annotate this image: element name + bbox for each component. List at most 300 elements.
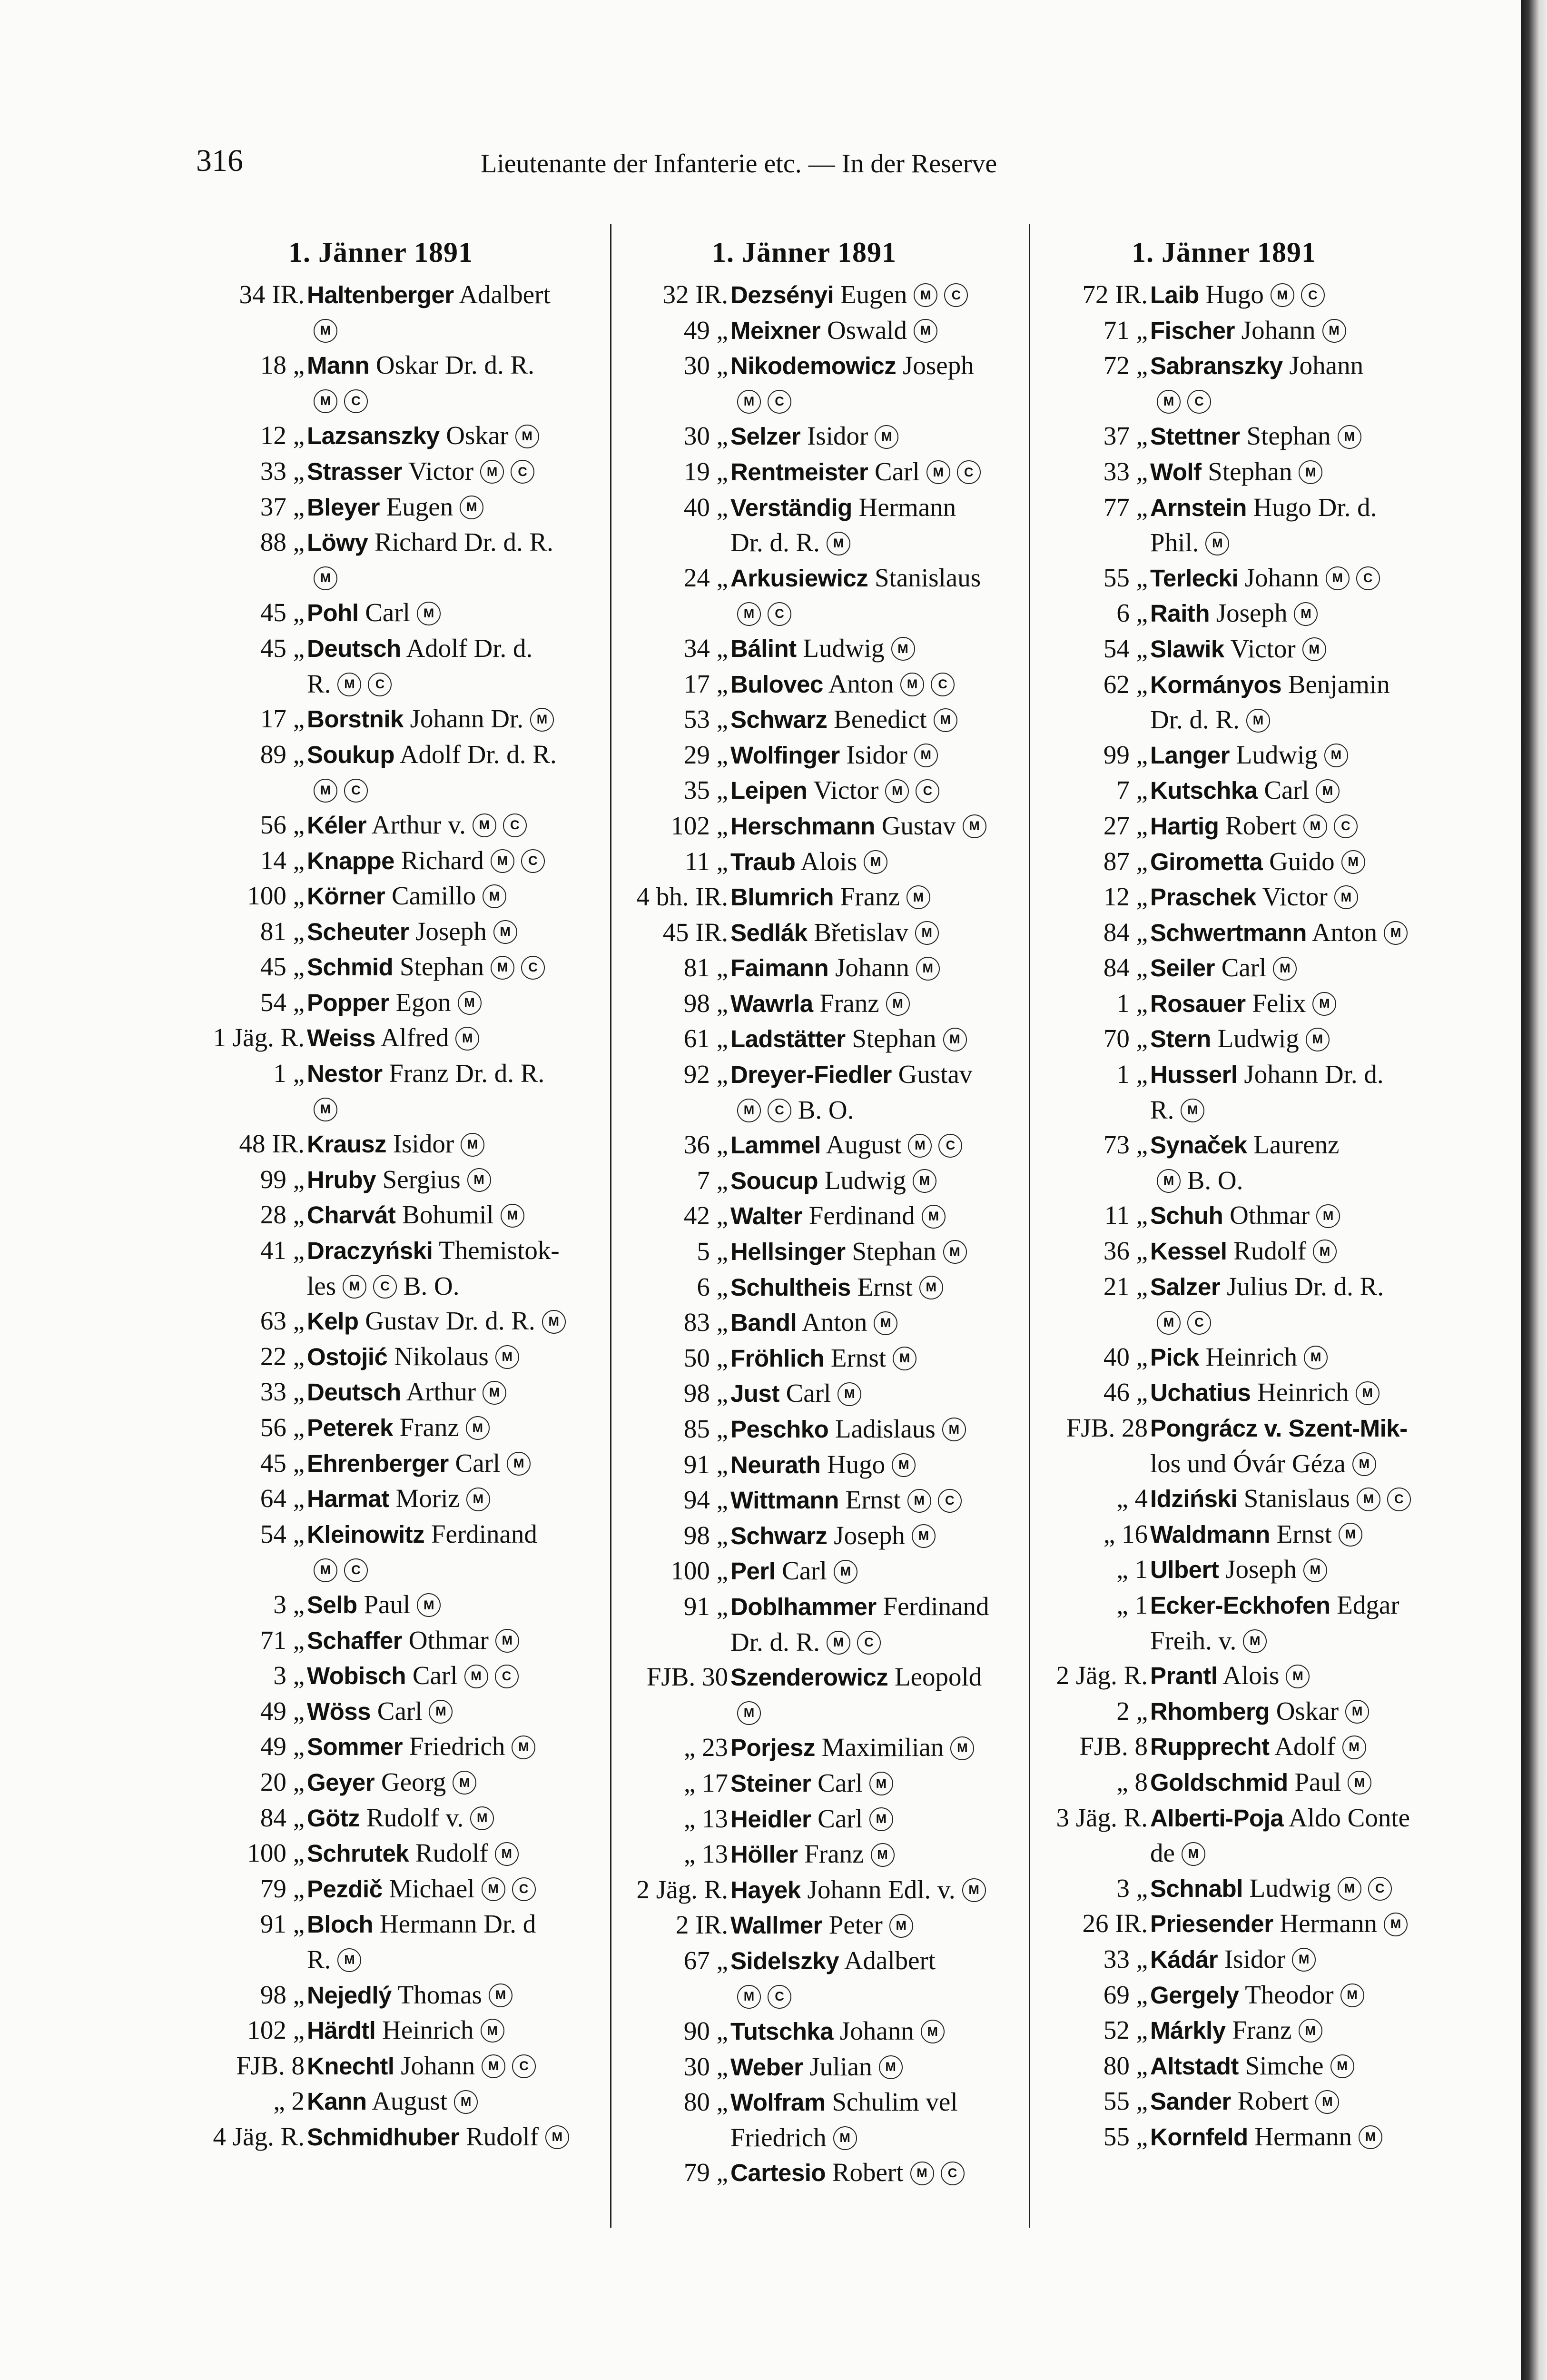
unit-number: 56 „	[260, 1413, 305, 1442]
surname: Just	[730, 1380, 779, 1408]
given-name: Julius Dr. d. R.	[1227, 1271, 1384, 1301]
name-continuation: R.	[307, 1944, 331, 1974]
roster-entry	[1034, 773, 1414, 808]
circled-m-mark: M	[473, 813, 496, 837]
circled-m-mark: M	[737, 1099, 761, 1122]
continuation-line	[482, 1980, 512, 2009]
unit-number: 81 „	[683, 953, 728, 982]
continuation-line	[885, 1450, 916, 1479]
surname: Pezdič	[307, 1875, 383, 1903]
given-name: Stephan	[1246, 421, 1331, 451]
circled-m-mark: M	[1157, 1169, 1181, 1193]
unit-number: 7 „	[1116, 775, 1148, 805]
unit-number: 70 „	[1103, 1024, 1148, 1053]
circled-c-mark: C	[511, 460, 534, 484]
circled-m-mark: M	[737, 390, 761, 414]
roster-entry	[190, 2119, 571, 2155]
given-name: Alois	[800, 846, 857, 876]
surname: Ladstätter	[730, 1025, 846, 1053]
unit-number: 102 „	[247, 2015, 305, 2045]
given-name: Johann	[835, 953, 909, 982]
continuation-line	[494, 1200, 524, 1229]
name-continuation: de	[1150, 1838, 1175, 1868]
continuation-line	[901, 1485, 962, 1514]
surname: Salzer	[1150, 1273, 1221, 1300]
surname: Bleyer	[307, 493, 380, 521]
continuation-line	[907, 280, 968, 309]
given-name: Heinrich	[1205, 1342, 1298, 1371]
roster-entry	[1034, 1729, 1414, 1765]
circled-c-mark: C	[957, 460, 981, 484]
surname: Harmat	[307, 1485, 389, 1513]
roster-entry	[190, 1906, 571, 1977]
name-continuation: les	[307, 1271, 336, 1300]
unit-number: FJB. 8	[1079, 1732, 1148, 1761]
circled-m-mark: M	[545, 2125, 569, 2149]
given-name: Eugen	[840, 280, 907, 309]
unit-number: 30 „	[683, 421, 728, 451]
continuation-line	[535, 1306, 566, 1335]
continuation-line	[1279, 1661, 1310, 1690]
unit-number: 55 „	[1103, 563, 1148, 592]
roster-entry	[1034, 1587, 1414, 1658]
surname: Höller	[730, 1841, 798, 1868]
continuation-line	[1350, 1484, 1411, 1513]
surname: Knappe	[307, 847, 395, 874]
continuation-line	[920, 457, 981, 486]
continuation-line	[909, 953, 940, 982]
given-name: Leopold	[895, 1662, 982, 1692]
continuation-line	[878, 775, 939, 804]
roster-entry	[1034, 808, 1414, 844]
roster-entry	[1034, 1127, 1414, 1198]
continuation-line	[475, 2051, 536, 2080]
roster-entry	[1034, 454, 1414, 490]
circled-c-mark: C	[373, 1275, 397, 1299]
circled-m-mark: M	[1330, 2054, 1354, 2078]
unit-number: 33 „	[260, 456, 305, 486]
given-name: Isidor	[393, 1129, 454, 1159]
roster-entry	[614, 1447, 995, 1483]
surname: Traub	[730, 848, 796, 875]
name-continuation: Friedrich	[730, 2122, 827, 2152]
unit-number: „ 16	[1103, 1519, 1148, 1548]
continuation-line	[475, 1874, 536, 1903]
circled-m-mark: M	[926, 460, 950, 484]
surname: Härdtl	[307, 2017, 376, 2044]
column-heading: 1. Jänner 1891	[712, 237, 897, 268]
surname: Kutschka	[1150, 777, 1258, 804]
continuation-line	[1150, 1835, 1414, 1871]
surname: Slawik	[1150, 635, 1224, 663]
continuation-line	[461, 1165, 491, 1194]
roster-entry	[190, 454, 571, 489]
roster-entry	[1034, 1942, 1414, 1977]
roster-entry	[614, 986, 995, 1021]
continuation-line	[307, 383, 571, 418]
roster-entry	[190, 2083, 571, 2119]
given-name: Rudolf	[1233, 1236, 1306, 1266]
given-name: Ludwig	[803, 633, 885, 663]
roster-entry	[190, 1339, 571, 1375]
given-name: Anton	[801, 1308, 867, 1337]
surname: Ehrenberger	[307, 1449, 449, 1477]
unit-number: 62 „	[1103, 669, 1148, 699]
roster-entry	[190, 1446, 571, 1481]
unit-number: 61 „	[683, 1024, 728, 1053]
surname: Peschko	[730, 1416, 829, 1443]
circled-m-mark: M	[515, 425, 539, 448]
unit-number: 14 „	[260, 845, 305, 875]
circled-m-mark: M	[314, 1558, 337, 1582]
roster-entry	[190, 525, 571, 595]
unit-number: FJB. 30	[646, 1662, 728, 1692]
circled-m-mark: M	[869, 1772, 893, 1795]
name-continuation: Dr. d. R.	[730, 1627, 820, 1656]
surname: Ulbert	[1150, 1556, 1219, 1584]
continuation-line	[1319, 563, 1380, 592]
given-name: Hugo	[1205, 280, 1264, 309]
unit-number: 84 „	[260, 1803, 305, 1832]
unit-number: 54 „	[260, 987, 305, 1017]
surname: Pick	[1150, 1343, 1199, 1371]
given-name: Břetislav	[814, 917, 908, 947]
continuation-line	[1341, 1767, 1371, 1796]
circled-m-mark: M	[1243, 1629, 1267, 1653]
continuation-line	[451, 988, 482, 1017]
surname: Langer	[1150, 741, 1230, 769]
circled-m-mark: M	[864, 850, 887, 874]
given-name: Felix	[1252, 988, 1306, 1018]
continuation-line	[1299, 1024, 1330, 1053]
unit-number: 37 „	[260, 492, 305, 521]
surname: Lazsanszky	[307, 422, 440, 450]
roster-entry	[614, 1057, 995, 1127]
column-divider	[1029, 224, 1030, 2228]
continuation-line	[1306, 1236, 1337, 1265]
roster-entry	[1034, 313, 1414, 348]
continuation-line	[904, 2158, 965, 2187]
circled-m-mark: M	[737, 1701, 761, 1725]
unit-number: „ 13	[683, 1839, 728, 1869]
unit-number: 54 „	[260, 1519, 305, 1548]
given-name: Carl	[377, 1696, 423, 1726]
given-name: Thomas	[397, 1980, 482, 2009]
continuation-line	[1328, 882, 1358, 911]
roster-entry	[614, 1127, 995, 1163]
roster-entry	[190, 914, 571, 950]
unit-number: 42 „	[683, 1201, 728, 1230]
annotation: B. O.	[798, 1095, 854, 1124]
continuation-line	[447, 2086, 478, 2115]
circled-m-mark: M	[343, 1275, 366, 1299]
unit-number: 54 „	[1103, 634, 1148, 663]
unit-number: 35 „	[683, 775, 728, 805]
unit-number: 63 „	[260, 1306, 305, 1336]
circled-m-mark: M	[417, 602, 441, 625]
unit-number: 94 „	[683, 1485, 728, 1515]
surname: Hellsinger	[730, 1238, 846, 1266]
surname: Meixner	[730, 317, 821, 344]
surname: Ecker-Eckhofen	[1150, 1591, 1330, 1619]
circled-m-mark: M	[1359, 2125, 1382, 2149]
circled-m-mark: M	[1182, 1842, 1205, 1866]
given-name: Gustav Dr. d. R.	[365, 1306, 535, 1336]
annotation: B. O.	[1187, 1165, 1243, 1195]
surname: Walter	[730, 1202, 802, 1230]
surname: Hartig	[1150, 812, 1219, 840]
continuation-line	[307, 1552, 571, 1587]
surname: Lammel	[730, 1131, 821, 1159]
roster-entry	[1034, 1233, 1414, 1269]
roster-entry	[614, 560, 995, 631]
surname: Dreyer-Fiedler	[730, 1061, 892, 1089]
roster-entry	[190, 737, 571, 807]
continuation-line	[901, 1130, 962, 1159]
unit-number: 100 „	[247, 881, 305, 911]
roster-entry	[1034, 1552, 1414, 1587]
surname: Raith	[1150, 600, 1210, 627]
roster-entry	[614, 1305, 995, 1340]
unit-number: 19 „	[683, 456, 728, 486]
roster-entry	[190, 1374, 571, 1410]
roster-entry	[614, 1411, 995, 1447]
circled-m-mark: M	[417, 1593, 441, 1617]
unit-number: 33 „	[1103, 456, 1148, 486]
roster-entry	[614, 418, 995, 454]
roster-entry	[190, 1410, 571, 1446]
continuation-line	[1150, 702, 1414, 737]
circled-m-mark: M	[1273, 957, 1297, 981]
roster-entry	[1034, 631, 1414, 667]
roster-entry	[190, 595, 571, 631]
circled-m-mark: M	[482, 2054, 505, 2078]
circled-c-mark: C	[1368, 1877, 1392, 1901]
roster-entry	[1034, 1339, 1414, 1375]
circled-m-mark: M	[501, 1204, 524, 1228]
unit-number: 84 „	[1103, 953, 1148, 982]
given-name: Heinrich	[1257, 1378, 1349, 1407]
continuation-line	[458, 1661, 519, 1690]
continuation-line	[487, 917, 517, 946]
continuation-line	[1264, 280, 1325, 309]
given-name: Laurenz	[1253, 1130, 1340, 1160]
continuation-line	[905, 1521, 936, 1550]
continuation-line	[466, 810, 527, 839]
continuation-line	[863, 1804, 893, 1833]
unit-number: 48 IR.	[239, 1129, 305, 1159]
circled-c-mark: C	[941, 2162, 965, 2185]
surname: Löwy	[307, 529, 368, 556]
surname: Kormányos	[1150, 671, 1282, 698]
roster-entry	[614, 1376, 995, 1411]
surname: Sander	[1150, 2088, 1231, 2115]
roster-entry	[1034, 418, 1414, 454]
roster-entry	[1034, 1765, 1414, 1800]
circled-m-mark: M	[922, 1205, 946, 1229]
unit-number: 28 „	[260, 1200, 305, 1230]
continuation-line	[1150, 1092, 1414, 1128]
circled-m-mark: M	[892, 1453, 916, 1477]
continuation-line	[1285, 1944, 1316, 1973]
continuation-line	[936, 1237, 967, 1266]
circled-m-mark: M	[1157, 390, 1181, 414]
circled-m-mark: M	[1384, 921, 1408, 945]
given-name: Joseph	[415, 916, 487, 946]
continuation-line	[500, 1448, 531, 1478]
circled-m-mark: M	[470, 1806, 494, 1830]
surname: Sidelszky	[730, 1947, 839, 1974]
continuation-line	[539, 2122, 569, 2151]
circled-m-mark: M	[314, 1098, 337, 1121]
unit-number: „ 13	[683, 1804, 728, 1833]
surname: Herschmann	[730, 812, 875, 840]
continuation-line	[1297, 811, 1358, 840]
given-name: Johann	[1289, 351, 1364, 380]
continuation-line	[867, 1308, 897, 1337]
circled-m-mark: M	[453, 1771, 476, 1795]
unit-number: 20 „	[260, 1767, 305, 1796]
roster-entry	[190, 1623, 571, 1658]
roster-entry	[614, 1234, 995, 1269]
circled-m-mark: M	[1342, 1735, 1366, 1759]
roster-column-1	[190, 228, 571, 2284]
surname: Sabranszky	[1150, 352, 1283, 380]
circled-m-mark: M	[493, 920, 517, 944]
circled-m-mark: M	[886, 992, 910, 1016]
continuation-line	[1334, 1980, 1364, 2009]
unit-number: 4 Jäg. R.	[213, 2122, 305, 2151]
continuation-line	[473, 456, 534, 486]
circled-m-mark: M	[889, 1914, 913, 1938]
given-name: Ferdinand	[808, 1201, 915, 1230]
roster-entry	[614, 666, 995, 702]
unit-number: „ 23	[683, 1733, 728, 1762]
unit-number: 91 „	[683, 1449, 728, 1479]
continuation-line	[872, 2052, 903, 2081]
given-name: Aldo Conte	[1288, 1803, 1410, 1832]
circled-m-mark: M	[337, 673, 361, 696]
continuation-line	[927, 704, 957, 734]
surname: Neurath	[730, 1451, 821, 1478]
circled-m-mark: M	[467, 1168, 491, 1192]
roster-entry	[614, 1765, 995, 1801]
given-name: Victor	[1262, 882, 1328, 912]
circled-m-mark: M	[942, 1418, 966, 1441]
continuation-line	[1296, 634, 1326, 663]
given-name: Carl	[412, 1661, 458, 1690]
unit-number: 45 „	[260, 633, 305, 663]
unit-number: FJB. 8	[236, 2051, 305, 2080]
continuation-line	[730, 595, 995, 631]
surname: Wittmann	[730, 1487, 839, 1514]
surname: Deutsch	[307, 635, 401, 662]
circled-c-mark: C	[1334, 814, 1358, 838]
unit-number: 80 „	[683, 2087, 728, 2117]
given-name: Anton	[828, 669, 894, 698]
given-name: Anton	[1311, 917, 1378, 947]
roster-entry	[614, 1907, 995, 1943]
given-name: Heinrich	[382, 2015, 474, 2045]
given-name: Carl	[818, 1804, 863, 1833]
roster-entry	[614, 1553, 995, 1589]
given-name: Stanislaus	[875, 563, 981, 592]
unit-number: 100 „	[247, 1838, 305, 1868]
continuation-line	[1150, 1446, 1414, 1481]
surname: Wallmer	[730, 1912, 823, 1939]
unit-number: 50 „	[683, 1343, 728, 1372]
circled-m-mark: M	[915, 921, 939, 945]
surname: Alberti-Poja	[1150, 1804, 1284, 1832]
surname: Szenderowicz	[730, 1664, 888, 1691]
surname: Schultheis	[730, 1273, 851, 1301]
continuation-line	[509, 421, 539, 450]
given-name: August	[826, 1130, 902, 1160]
continuation-line	[883, 1910, 913, 1939]
roster-entry	[614, 454, 995, 490]
unit-number: 12 „	[260, 421, 305, 450]
roster-entry	[614, 808, 995, 844]
unit-number: FJB. 28	[1066, 1413, 1148, 1442]
unit-number: 24 „	[683, 563, 728, 592]
circled-m-mark: M	[483, 1381, 506, 1405]
given-name: Guido	[1269, 846, 1335, 876]
given-name: Simche	[1245, 2051, 1324, 2080]
unit-number: 98 „	[260, 1980, 305, 2009]
roster-entry	[614, 1730, 995, 1765]
continuation-line	[956, 811, 986, 840]
roster-entry	[614, 313, 995, 348]
given-name: Benedict	[834, 704, 927, 734]
circled-m-mark: M	[491, 849, 514, 873]
surname: Terlecki	[1150, 564, 1239, 592]
circled-m-mark: M	[454, 2090, 478, 2114]
given-name: Maximilian	[821, 1733, 944, 1762]
surname: Kleinowitz	[307, 1520, 425, 1548]
surname: Nejedlý	[307, 1981, 392, 2009]
continuation-line	[885, 634, 915, 663]
roster-entry	[190, 2013, 571, 2048]
unit-number: 26 IR.	[1082, 1909, 1148, 1938]
roster-entry	[1034, 1021, 1414, 1057]
given-name: Gustav	[898, 1060, 973, 1089]
circled-m-mark: M	[1340, 1983, 1364, 2007]
circled-m-mark: M	[466, 1416, 490, 1440]
roster-entry	[190, 489, 571, 525]
given-name: Johann Edl. v.	[807, 1874, 956, 1904]
circled-m-mark: M	[337, 1948, 361, 1972]
continuation-line	[307, 1269, 571, 1304]
given-name: Carl	[875, 456, 920, 486]
given-name: Richard	[401, 845, 484, 875]
surname: Kelp	[307, 1308, 359, 1335]
given-name: Nikolaus	[394, 1341, 489, 1371]
continuation-line	[730, 1695, 995, 1730]
circled-m-mark: M	[914, 744, 938, 767]
surname: Pohl	[307, 599, 359, 627]
circled-m-mark: M	[827, 532, 850, 555]
circled-m-mark: M	[1303, 1558, 1327, 1582]
surname: Kessel	[1150, 1238, 1227, 1265]
surname: Kádár	[1150, 1945, 1218, 1973]
circled-c-mark: C	[931, 673, 955, 696]
surname: Weber	[730, 2053, 803, 2081]
continuation-line	[1309, 775, 1340, 804]
circled-c-mark: C	[512, 2054, 536, 2078]
continuation-line	[1266, 953, 1297, 982]
roster-entry	[1034, 1481, 1414, 1517]
circled-m-mark: M	[1326, 566, 1350, 590]
